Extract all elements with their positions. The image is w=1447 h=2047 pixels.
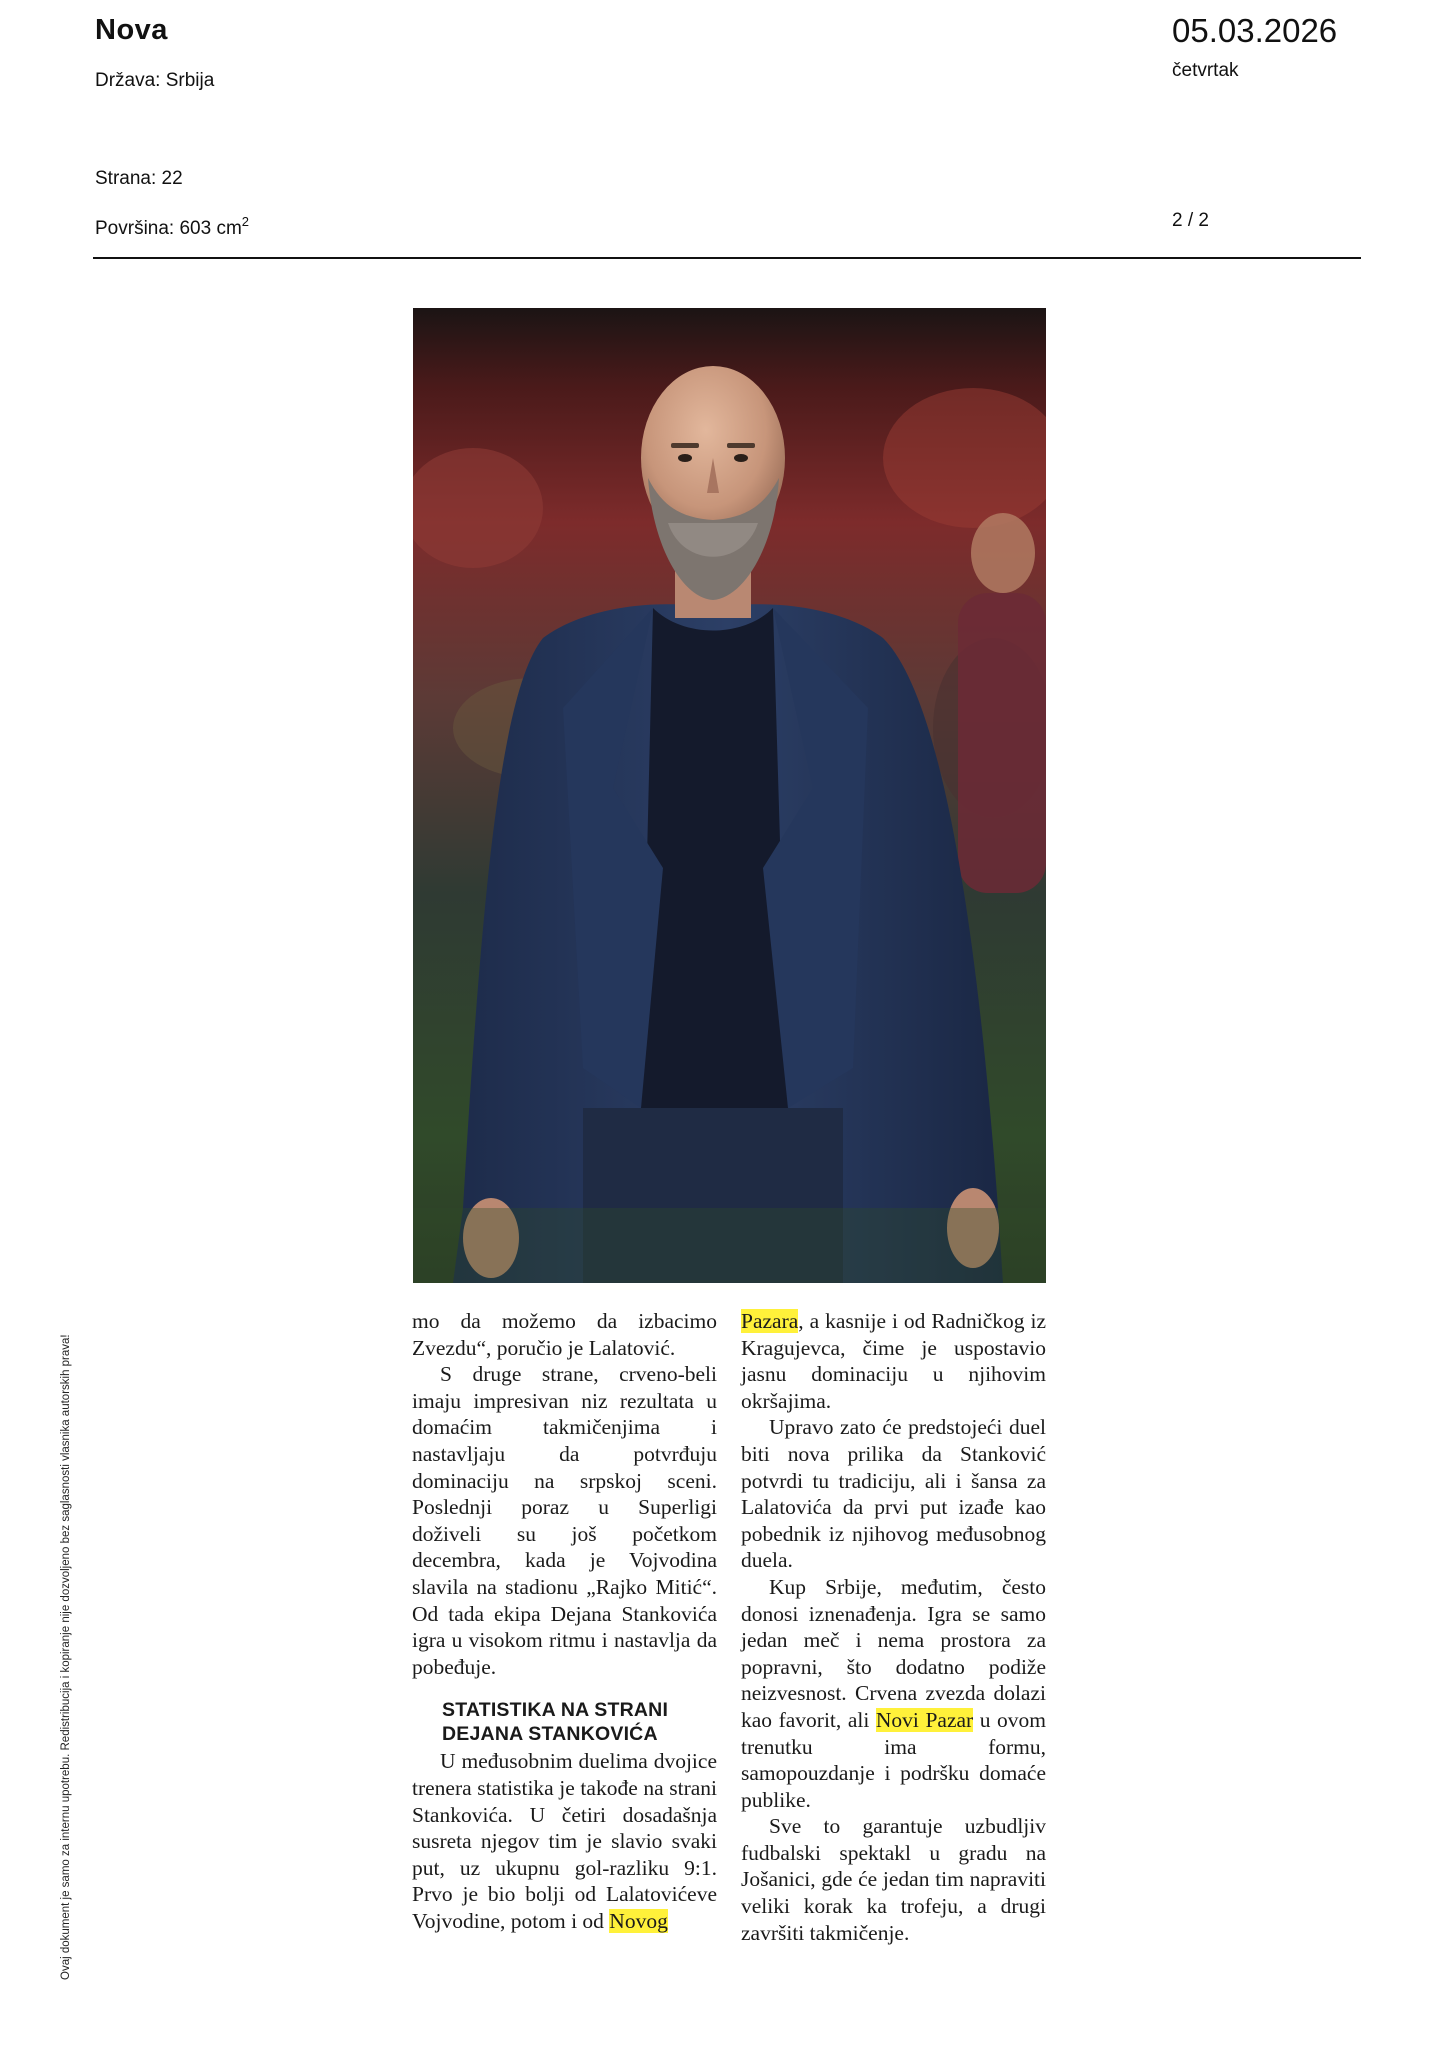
copyright-side-note: Ovaj dokument je samo za internu upotrebu. Redistribucija i kopiranje nije dozvoljeno bez saglasnosti vlasnika autorskih prava! [60,1334,72,1980]
area-unit-superscript: 2 [241,214,250,229]
coach-photo [413,308,1046,1283]
article-paragraph: mo da možemo da izbacimo Zvezdu“, poručio je Lalatović. [412,1309,717,1360]
highlighted-term: Novi Pazar [875,1707,974,1732]
paragraph-text: Kup Srbije, međutim, često donosi iznenađenja. Igra se samo jedan meč i nema prostora za popravni, što dodatno podiže neizvesnost. Crvena zvezda dolazi kao favorit, ali [741,1574,1046,1732]
article-paragraph: S druge strane, crveno-beli imaju impresivan niz rezultata u domaćim takmičenjima i nastavljaju da potvrđuju dominaciju na srpskoj sceni. Poslednji poraz u Superligi doživeli su još početkom decembra, kada je Vojvodina slavila na stadionu „Rajko Mitić“. Od tada ekipa Dejana Stankovića igra u visokom ritmu i nastavlja da pobeđuje. [412,1362,717,1679]
article-paragraph: Upravo zato će predstojeći duel biti nova prilika da Stanković potvrdi tu tradiciju, ali i šansa za Lalatovića da prvi put izađe kao pobednik iz njihovog međusobnog duela. [741,1415,1046,1573]
paragraph-text: , a kasnije i od Radničkog iz Kragujevca, čime je uspostavio jasnu dominaciju u njihovim okršajima. [741,1309,1046,1413]
subheading-line: STATISTIKA NA STRANI [442,1699,669,1722]
issue-weekday: četvrtak [1172,60,1239,81]
country-label: Država: Srbija [95,70,215,91]
subheading-line: DEJANA STANKOVIĆA [442,1723,658,1746]
issue-date: 05.03.2026 [1172,12,1338,49]
area-label [95,214,250,240]
paragraph-text: u ovom trenutku ima formu, samopouzdanje i podršku domaće publike. [741,1707,1047,1812]
article-column-left [412,1308,717,1934]
paragraph-text: U međusobnim duelima dvojice trenera statistika je takođe na strani Stankovića. U četiri dosadašnja susreta njegov tim je slavio svaki put, uz ukupnu gol-razliku 9:1. Prvo je bio bolji od Lalatovićeve Vojvodine, potom i od [412,1749,717,1933]
article-paragraph [412,1748,717,1934]
article-column-right [741,1308,1046,1946]
highlighted-term: Pazara [741,1309,799,1333]
page-count: 2 / 2 [1172,210,1209,231]
article-paragraph [741,1574,1046,1813]
highlighted-term: Novog [609,1908,668,1933]
article-paragraph: Sve to garantuje uzbudljiv fudbalski spektakl u gradu na Jošanici, gde će jedan tim napraviti veliki korak ka trofeju, a drugi završiti takmičenje. [741,1814,1046,1945]
header-divider [93,257,1361,259]
article-paragraph [741,1308,1046,1414]
publication-name: Nova [95,14,168,46]
page-number: Strana: 22 [95,168,183,189]
area-value: Površina: 603 cm [95,218,242,239]
coach-photo-illustration [413,308,1046,1283]
article-subheading [442,1698,717,1746]
